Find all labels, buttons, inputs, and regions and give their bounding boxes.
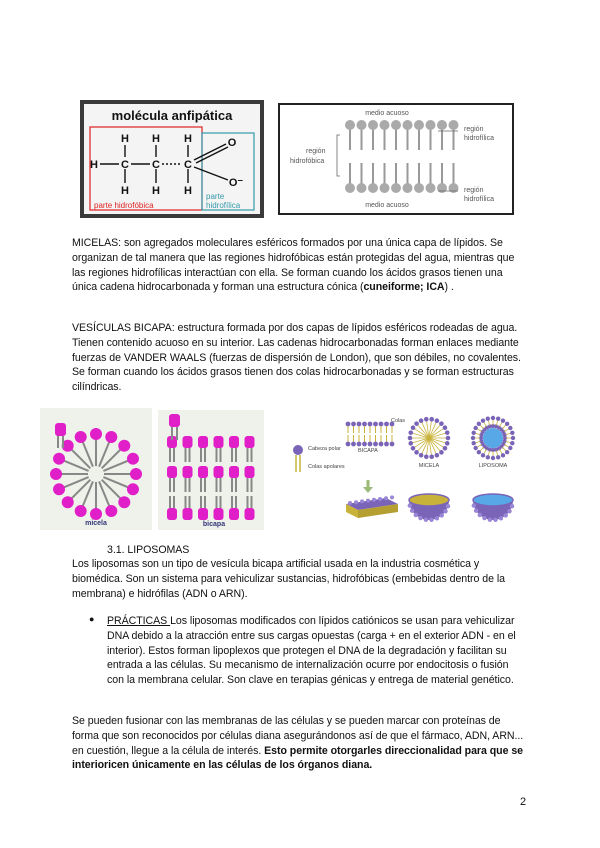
atom-o: O [227,137,237,149]
bullet-icon: ● [89,614,95,624]
bicapa-struct-label: BICAPA [358,448,378,454]
bilayer-figure [158,410,264,530]
amphipathic-molecule-figure [80,100,264,218]
fig2-right-bottom-2: hidrofílica [464,196,494,203]
vesiculas-body: : estructura formada por dos capas de lípidos esféricos rodeadas de agua. Tienen contenido acuoso en su interior. Las cadenas hidrocarbonadas forman enlaces mediante fuerzas de VANDER WAALS (fuerzas de dispersión de London), que son débiles, no covalentes. Se forman cuando los ácidos grasos tienen dos colas hidrocarbonadas y se forman estructuras cilíndricas. [72,322,521,394]
fig1-title: molécula anfipática [111,108,233,123]
practicas-term: PRÁCTICAS [107,615,171,627]
micelle-figure [40,408,152,530]
vesiculas-term: VESÍCULAS BICAPA [72,322,172,334]
fusion-bold: Esto permite otorgarles direccionalidad para que se interioricen únicamente en las células de los órganos diana. [72,744,524,772]
fig1-hydrophobic-label: parte hidrofóbica [94,201,154,210]
cabeza-polar-label: Cabeza polar [308,446,341,452]
vesiculas-paragraph [72,321,526,395]
fig1-hydrophilic-label-1: parte [206,192,225,201]
micela-label: micela [85,520,107,527]
colas-label: Colas [391,418,406,424]
micelas-term: MICELAS [72,237,119,249]
atom-h1: H [121,133,129,145]
fig2-right-bottom-1: región [464,187,484,194]
atom-h2: H [152,133,160,145]
liposomas-heading: 3.1. LIPOSOMAS [107,544,190,556]
page-number: 2 [520,796,527,808]
practicas-paragraph [107,614,517,688]
colas-apolares-label: Colas apolares [308,464,345,470]
membrane-regions-figure [278,103,514,215]
bicapa-label: bicapa [202,521,226,528]
lipid-structures-figure [288,412,528,526]
fig2-bottom-label: medio acuoso [365,202,409,209]
fusion-paragraph [72,714,530,773]
liposome-sphere [471,416,515,460]
micelas-body: : son agregados moleculares esféricos formados por una única capa de lípidos. Se organizan de tal manera que las regiones hidrofóbicas están protegidas del agua, mientras que las regiones hidrofílicas interactúan con ella. Se forman cuando los ácidos grasos tienen una única cadena hidrocarbonada y forman una estructura cónica ( [72,237,515,294]
atom-h4: H [121,185,129,197]
atom-o-minus: O⁻ [228,177,244,189]
liposomas-paragraph: Los liposomas son un tipo de vesícula bicapa artificial usada en la industria cosmética y biomédica. Son un sistema para vehiculizar sustancias, hidrofóbicas (embebidas dentro de la membrana) e hidrófilas (ADN o ARN). [72,558,505,600]
fig2-right-top-2: hidrofílica [464,135,494,142]
atom-h6: H [184,185,192,197]
atom-h5: H [152,185,160,197]
fig2-left-label-1: región [306,148,326,155]
atom-c2: C [152,159,160,171]
practicas-body: Los liposomas modificados con lípidos catiónicos se usan para vehiculizar DNA debido a la atracción entre sus cargas opuestas (carga + en el exterior ADN - en el interior). Estos forman lipoplexos que protegen el DNA de la degradación y facilitan su entrada a las células. Su mecanismo de internalización ocurre por endocitosis o fusión con la membrana celular. Son clave en terapias génicas y entrega de material genético. [107,615,516,687]
fusion-body: Se pueden fusionar con las membranas de las células y se pueden marcar con proteínas de forma que son reconocidos por células diana asegurándonos así de que el fármaco, ADN, ARN... en cuestión, llegue a la célula de interés. [72,715,524,757]
micelas-paragraph [72,236,526,295]
fig2-right-top-1: región [464,126,484,133]
micelas-end: ) . [444,281,454,294]
atom-h3: H [184,133,192,145]
liposoma-struct-label: LIPOSOMA [478,463,508,469]
atom-h-left: H [90,159,98,171]
fig1-hydrophilic-label-2: hidrofílica [206,201,241,210]
atom-c1: C [121,159,129,171]
atom-c3: C [184,159,192,171]
fig2-left-label-2: hidrofóbica [290,158,325,165]
micela-struct-label: MICELA [418,463,440,469]
fig2-top-label: medio acuoso [365,110,409,117]
micelas-bold: cuneiforme; ICA [363,281,445,294]
